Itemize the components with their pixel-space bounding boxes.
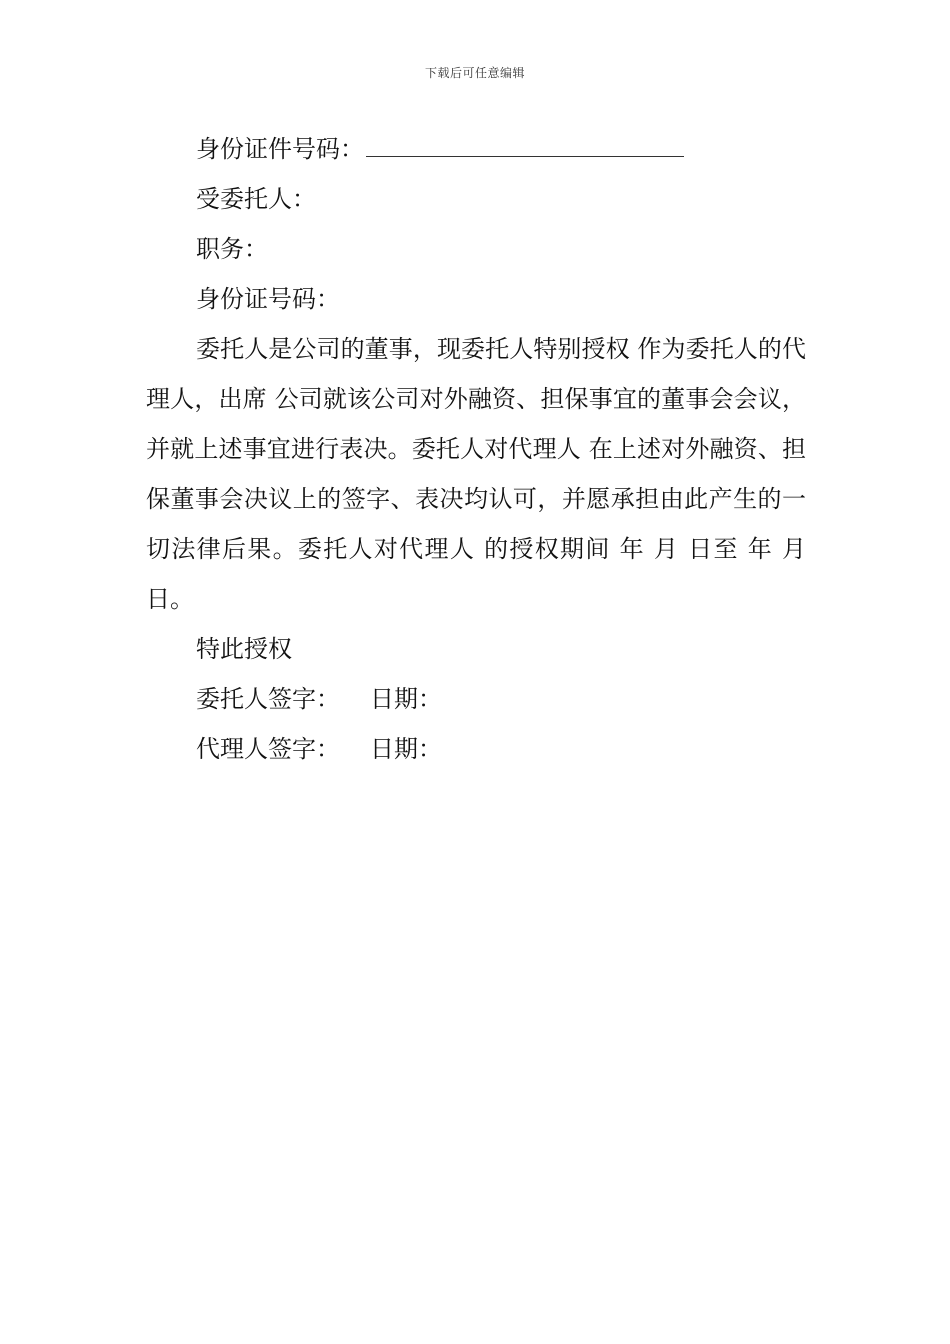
closing-line bbox=[146, 624, 806, 674]
closing-text: 特此授权 bbox=[196, 635, 292, 663]
agent-signature-label: 代理人签字： bbox=[196, 735, 340, 763]
agent-signature-row bbox=[146, 724, 806, 774]
principal-signature-row bbox=[146, 674, 806, 724]
principal-signature-label: 委托人签字： bbox=[196, 685, 340, 713]
agent-date-label: 日期： bbox=[370, 735, 442, 763]
id-field bbox=[146, 274, 806, 324]
id-number-label: 身份证件号码： bbox=[196, 135, 364, 163]
id-number-field bbox=[146, 124, 806, 174]
id-number-blank bbox=[366, 128, 684, 157]
authorization-paragraph: 委托人是公司的董事，现委托人特别授权 作为委托人的代理人，出席 公司就该公司对外融资、担保事宜的董事会会议，并就上述事宜进行表决。委托人对代理人 在上述对外融资、担保董事会决议上的签字、表决均认可，并愿承担由此产生的一切法律后果。委托人对代理人 的授权期间 年 月 日至 年 月 日。 bbox=[146, 335, 806, 613]
principal-date-label: 日期： bbox=[370, 685, 442, 713]
document-body bbox=[146, 124, 806, 774]
trustee-label: 受委托人： bbox=[196, 185, 316, 213]
position-label: 职务： bbox=[196, 235, 268, 263]
id-label: 身份证号码： bbox=[196, 285, 340, 313]
position-field bbox=[146, 224, 806, 274]
page-header: 下载后可任意编辑 bbox=[424, 66, 525, 80]
trustee-field bbox=[146, 174, 806, 224]
